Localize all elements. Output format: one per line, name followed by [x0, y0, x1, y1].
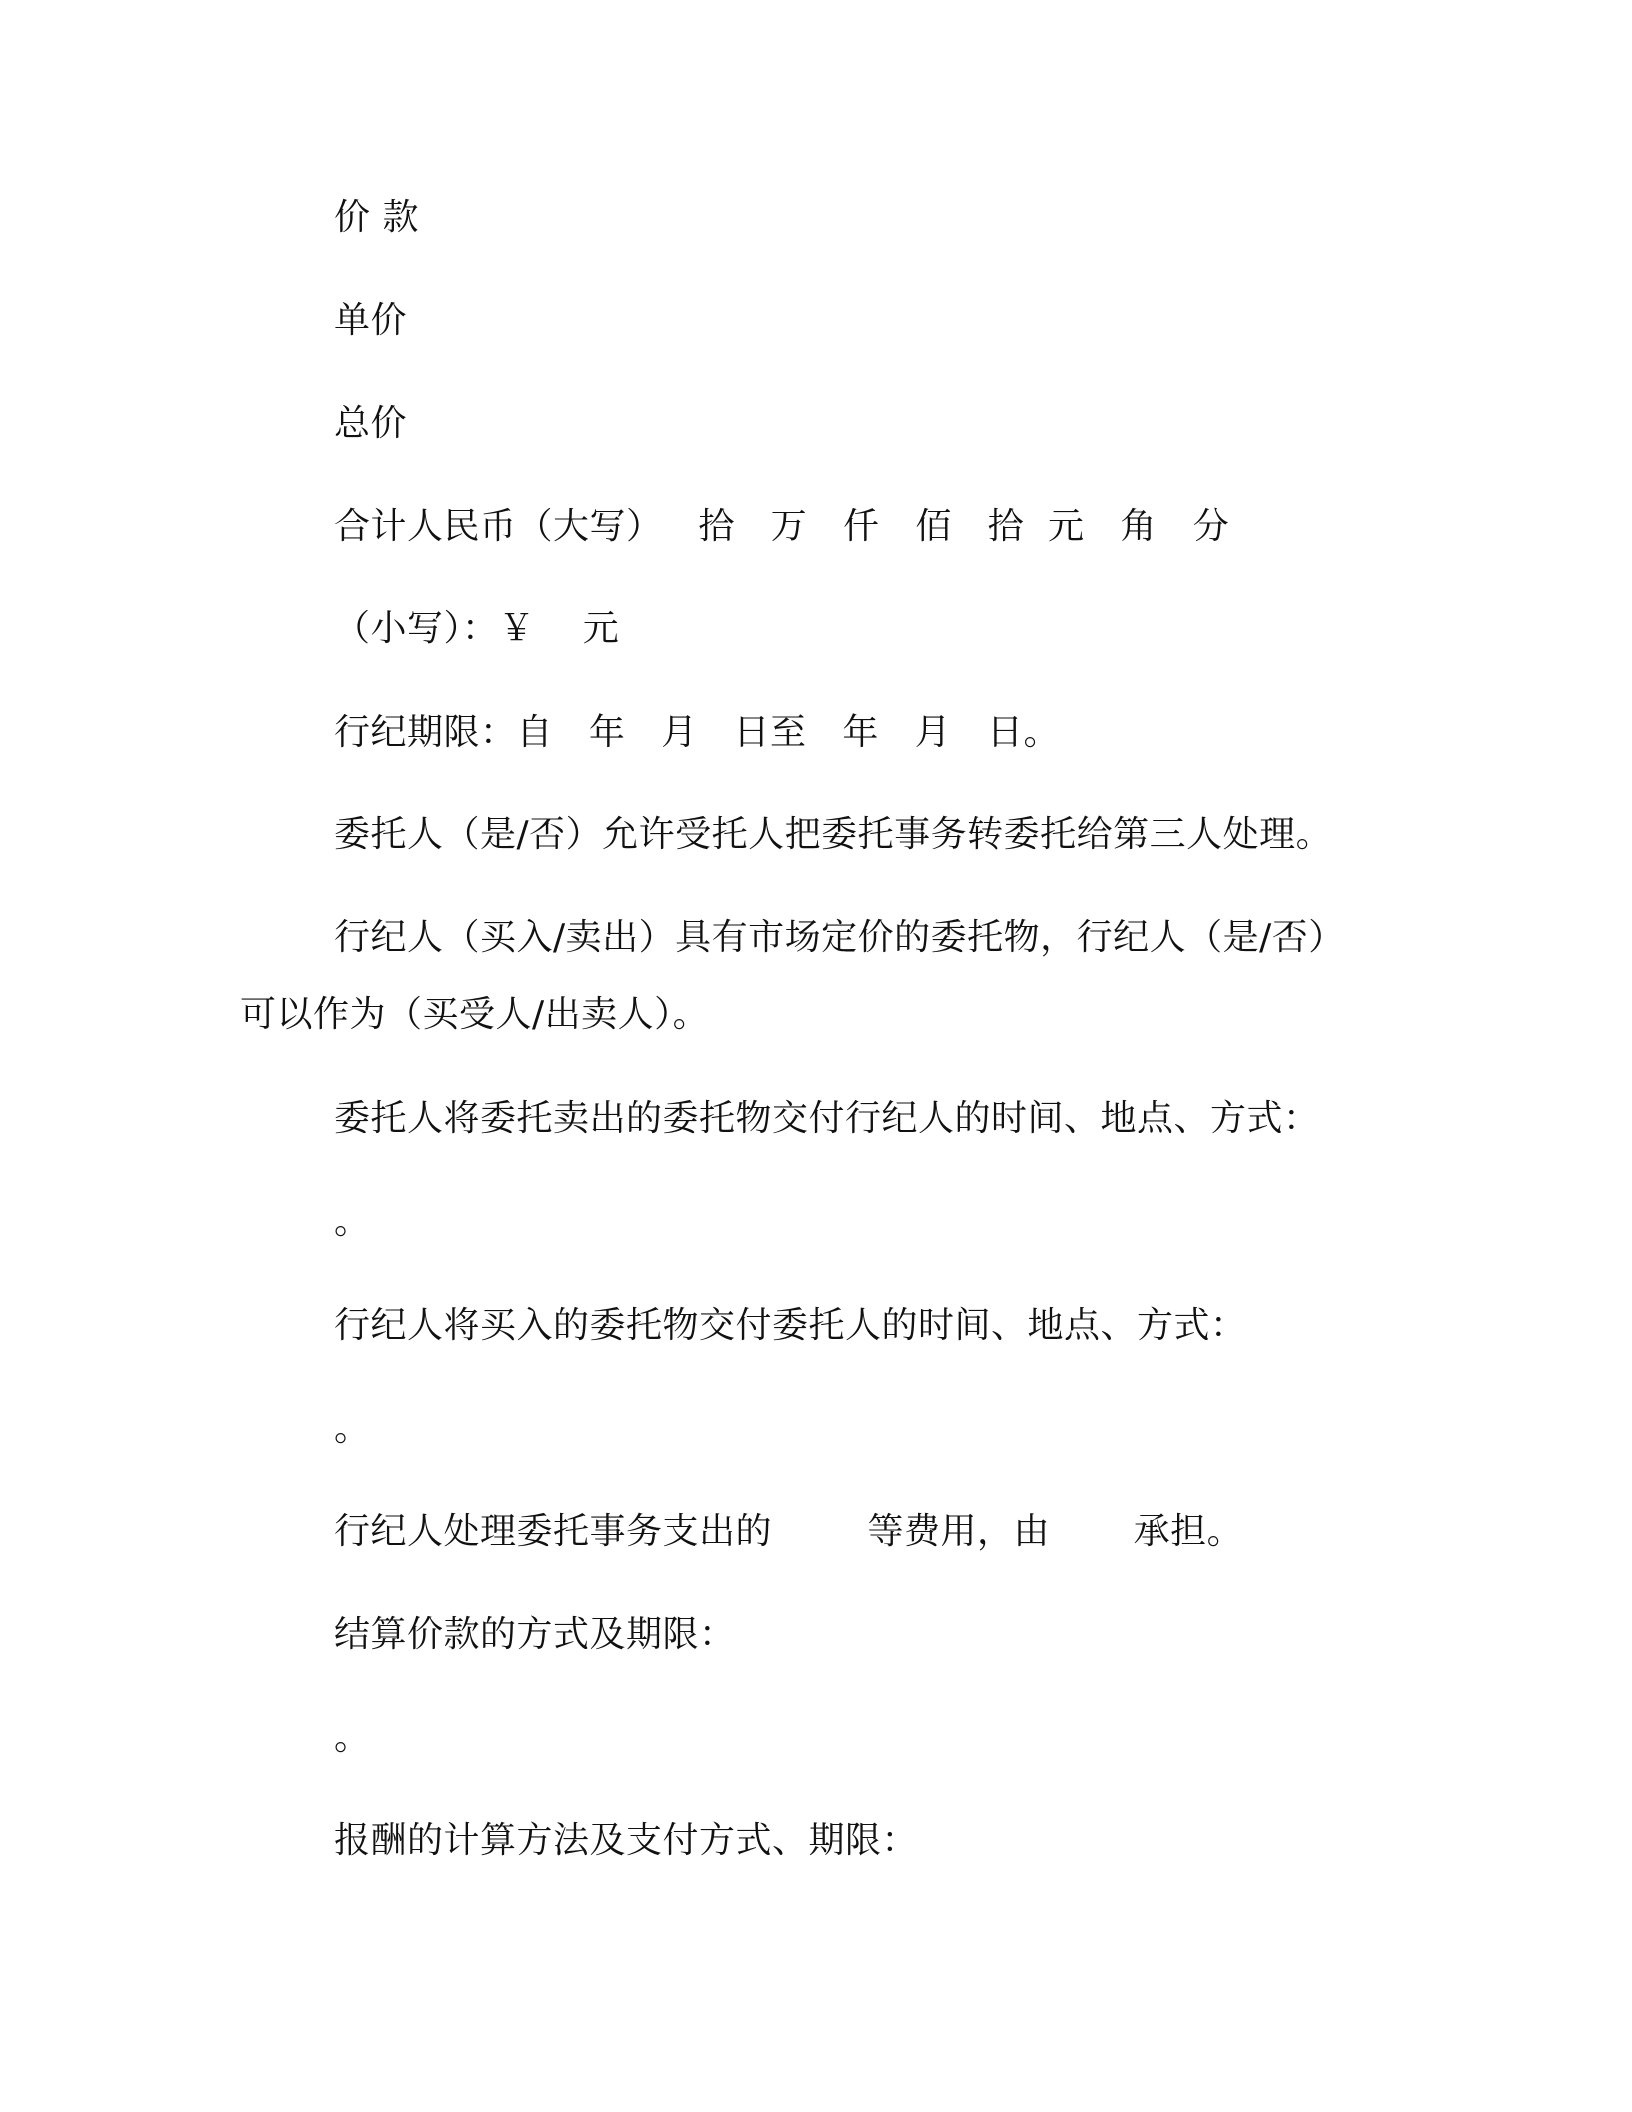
field-total-rmb-lowercase: （小写）：￥ 元 — [334, 608, 620, 649]
clause-settlement: 结算价款的方式及期限： — [334, 1614, 736, 1655]
blank-delivery-to-agent: 。 — [334, 1201, 371, 1242]
field-unit-price: 单价 — [334, 300, 408, 341]
field-total-rmb-uppercase: 合计人民币（大写） 拾 万 仟 佰 拾 元 角 分 — [334, 506, 1230, 547]
clause-delivery-to-agent: 委托人将委托卖出的委托物交付行纪人的时间、地点、方式： — [334, 1098, 1320, 1139]
field-term: 行纪期限：自 年 月 日至 年 月 日。 — [334, 712, 1060, 753]
clause-market-price-line1: 行纪人（买入/卖出）具有市场定价的委托物，行纪人（是/否） — [334, 917, 1345, 958]
field-price: 价 款 — [334, 197, 419, 238]
clause-market-price-line2: 可以作为（买受人/出卖人）。 — [240, 994, 710, 1035]
field-total-price: 总价 — [334, 403, 408, 444]
clause-remuneration: 报酬的计算方法及支付方式、期限： — [334, 1820, 919, 1861]
clause-expenses: 行纪人处理委托事务支出的 等费用，由 承担。 — [334, 1511, 1244, 1552]
clause-delivery-to-principal: 行纪人将买入的委托物交付委托人的时间、地点、方式： — [334, 1305, 1247, 1346]
blank-settlement: 。 — [334, 1717, 371, 1758]
blank-delivery-to-principal: 。 — [334, 1408, 371, 1449]
clause-subdelegation: 委托人（是/否）允许受托人把委托事务转委托给第三人处理。 — [334, 814, 1333, 855]
